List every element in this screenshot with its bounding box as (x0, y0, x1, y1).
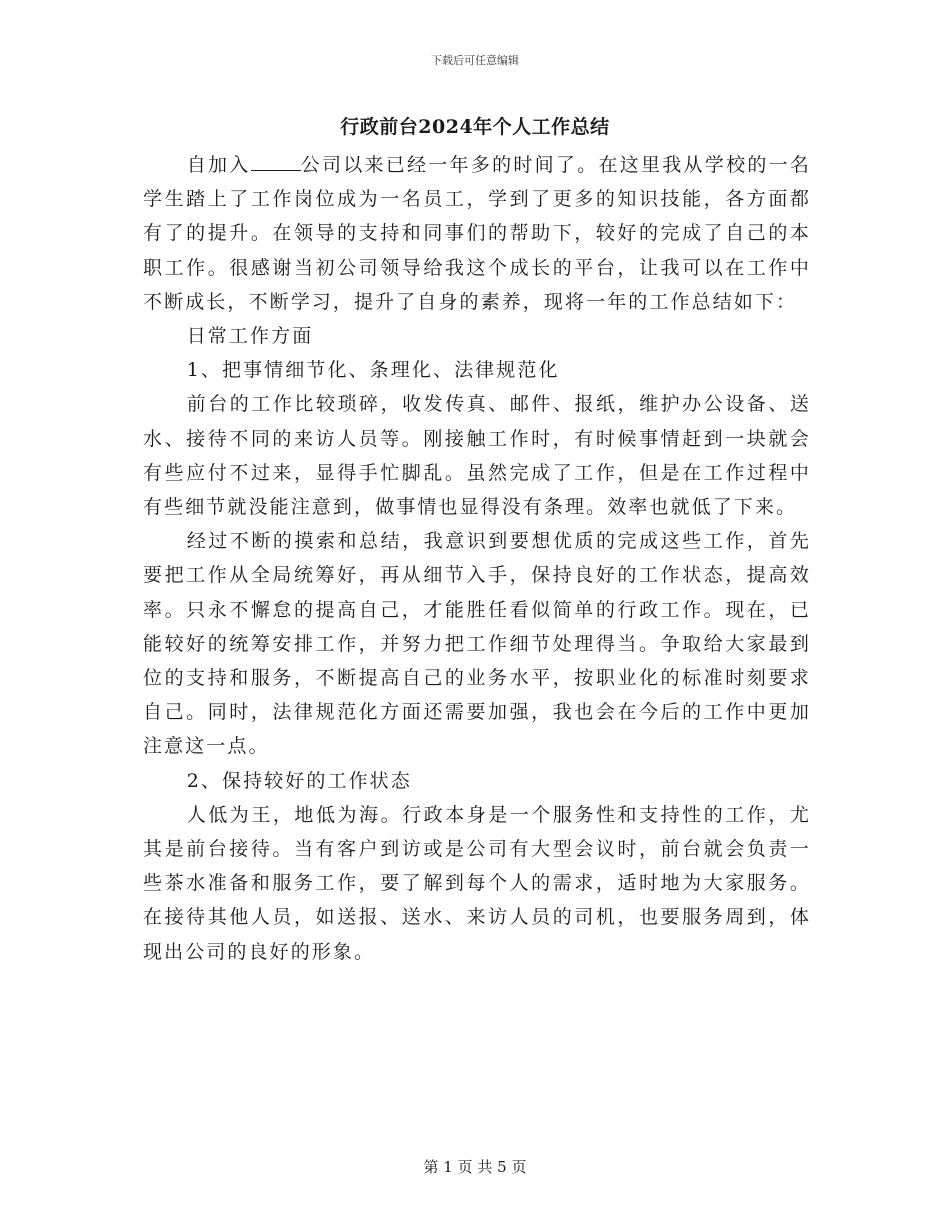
item1-paragraph-2: 经过不断的摸索和总结，我意识到要想优质的完成这些工作，首先要把工作从全局统筹好，再从细节入手，保持良好的工作状态，提高效率。只永不懈怠的提高自己，才能胜任看似简单的行政工作。现在，已能较好的统筹安排工作，并努力把工作细节处理得当。争取给大家最到位的支持和服务，不断提高自己的业务水平，按职业化的标准时刻要求自己。同时，法律规范化方面还需要加强，我也会在今后的工作中更加注意这一点。 (143, 530, 811, 758)
item1-paragraph-1: 前台的工作比较琐碎，收发传真、邮件、报纸，维护办公设备、送水、接待不同的来访人员等。刚接触工作时，有时候事情赶到一块就会有些应付不过来，显得手忙脚乱。虽然完成了工作，但是在工作过程中有些细节就没能注意到，做事情也显得没有条理。效率也就低了下来。 (143, 393, 811, 519)
document-body (143, 148, 811, 969)
intro-text-rest: 公司以来已经一年多的时间了。在这里我从学校的一名学生踏上了工作岗位成为一名员工，学到了更多的知识技能，各方面都有了的提升。在领导的支持和同事们的帮助下，较好的完成了自己的本职工作。很感谢当初公司领导给我这个成长的平台，让我可以在工作中不断成长，不断学习，提升了自身的素养，现将一年的工作总结如下： (143, 154, 811, 313)
item1-heading: 1、把事情细节化、条理化、法律规范化 (186, 359, 560, 382)
intro-text-start: 自加入 (186, 154, 251, 176)
header-note: 下载后可任意编辑 (431, 54, 519, 67)
document-title: 行政前台2024年个人工作总结 (340, 116, 610, 138)
item2-heading: 2、保持较好的工作状态 (186, 769, 412, 792)
fill-in-blank (251, 152, 301, 171)
section-heading: 日常工作方面 (186, 325, 314, 348)
intro-paragraph (143, 148, 811, 319)
item2-paragraph-1: 人低为王，地低为海。行政本身是一个服务性和支持性的工作，尤其是前台接待。当有客户到访或是公司有大型会议时，前台就会负责一些茶水准备和服务工作，要了解到每个人的需求，适时地为大家服务。在接待其他人员，如送报、送水、来访人员的司机，也要服务周到，体现出公司的良好的形象。 (143, 803, 811, 963)
page-number: 第 1 页 共 5 页 (423, 1158, 527, 1176)
